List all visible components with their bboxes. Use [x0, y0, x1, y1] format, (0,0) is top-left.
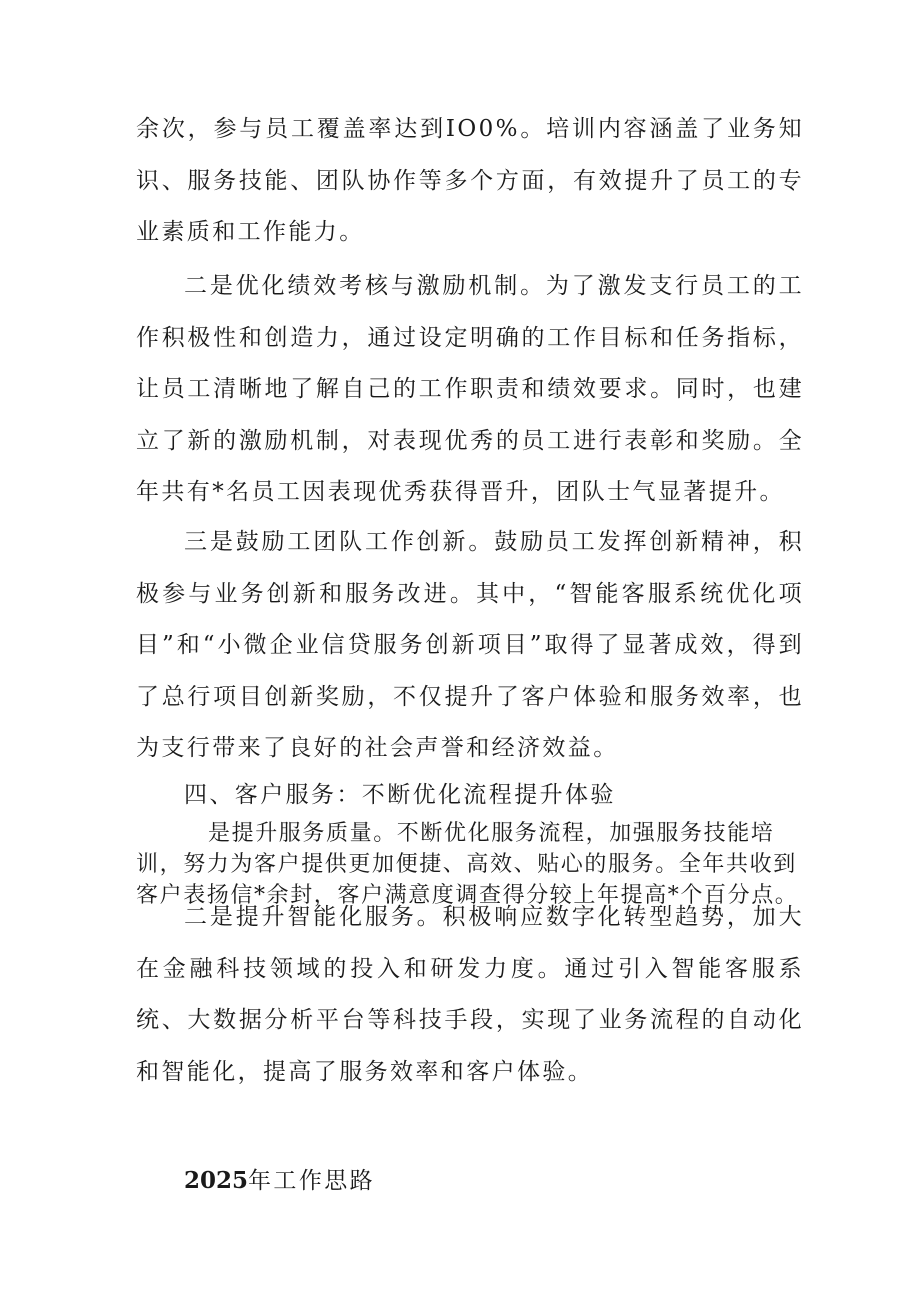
- paragraph-team-innovation: 三是鼓励工团队工作创新。鼓励员工发挥创新精神，积极参与业务创新和服务改进。其中，“智能客服系统优化项目”和“小微企业信贷服务创新项目”取得了显著成效，得到了总行项目创新奖励，不仅提升了客户体验和服务效率，也为支行带来了良好的社会声誉和经济效益。: [136, 529, 804, 761]
- paragraph-training-coverage: 余次，参与员工覆盖率达到IO0%。培训内容涵盖了业务知识、服务技能、团队协作等多个方面，有效提升了员工的专业素质和工作能力。: [136, 116, 804, 245]
- work-plan-year: 2025: [184, 1167, 249, 1194]
- section-heading-work-plan: [184, 1155, 375, 1208]
- paragraph-service-quality: 是提升服务质量。不断优化服务流程，加强服务技能培训，努力为客户提供更加便捷、高效、贴心的服务。全年共收到客户表扬信*余封，客户满意度调查得分较上年提高*个百分点。: [136, 821, 799, 908]
- work-plan-title: 年工作思路: [248, 1168, 376, 1194]
- paragraph-performance-incentives: 二是优化绩效考核与激励机制。为了激发支行员工的工作积极性和创造力，通过设定明确的工作目标和任务指标，让员工清晰地了解自己的工作职责和绩效要求。同时，也建立了新的激励机制，对表现优秀的员工进行表彰和奖励。全年共有*名员工因表现优秀获得晋升，团队士气显著提升。: [136, 273, 804, 505]
- section-heading-customer-service: 四、客户服务：不断优化流程提升体验: [184, 782, 616, 808]
- paragraph-smart-service: 二是提升智能化服务。积极响应数字化转型趋势，加大在金融科技领域的投入和研发力度。通过引入智能客服系统、大数据分析平台等科技手段，实现了业务流程的自动化和智能化，提高了服务效率和客户体验。: [136, 904, 804, 1085]
